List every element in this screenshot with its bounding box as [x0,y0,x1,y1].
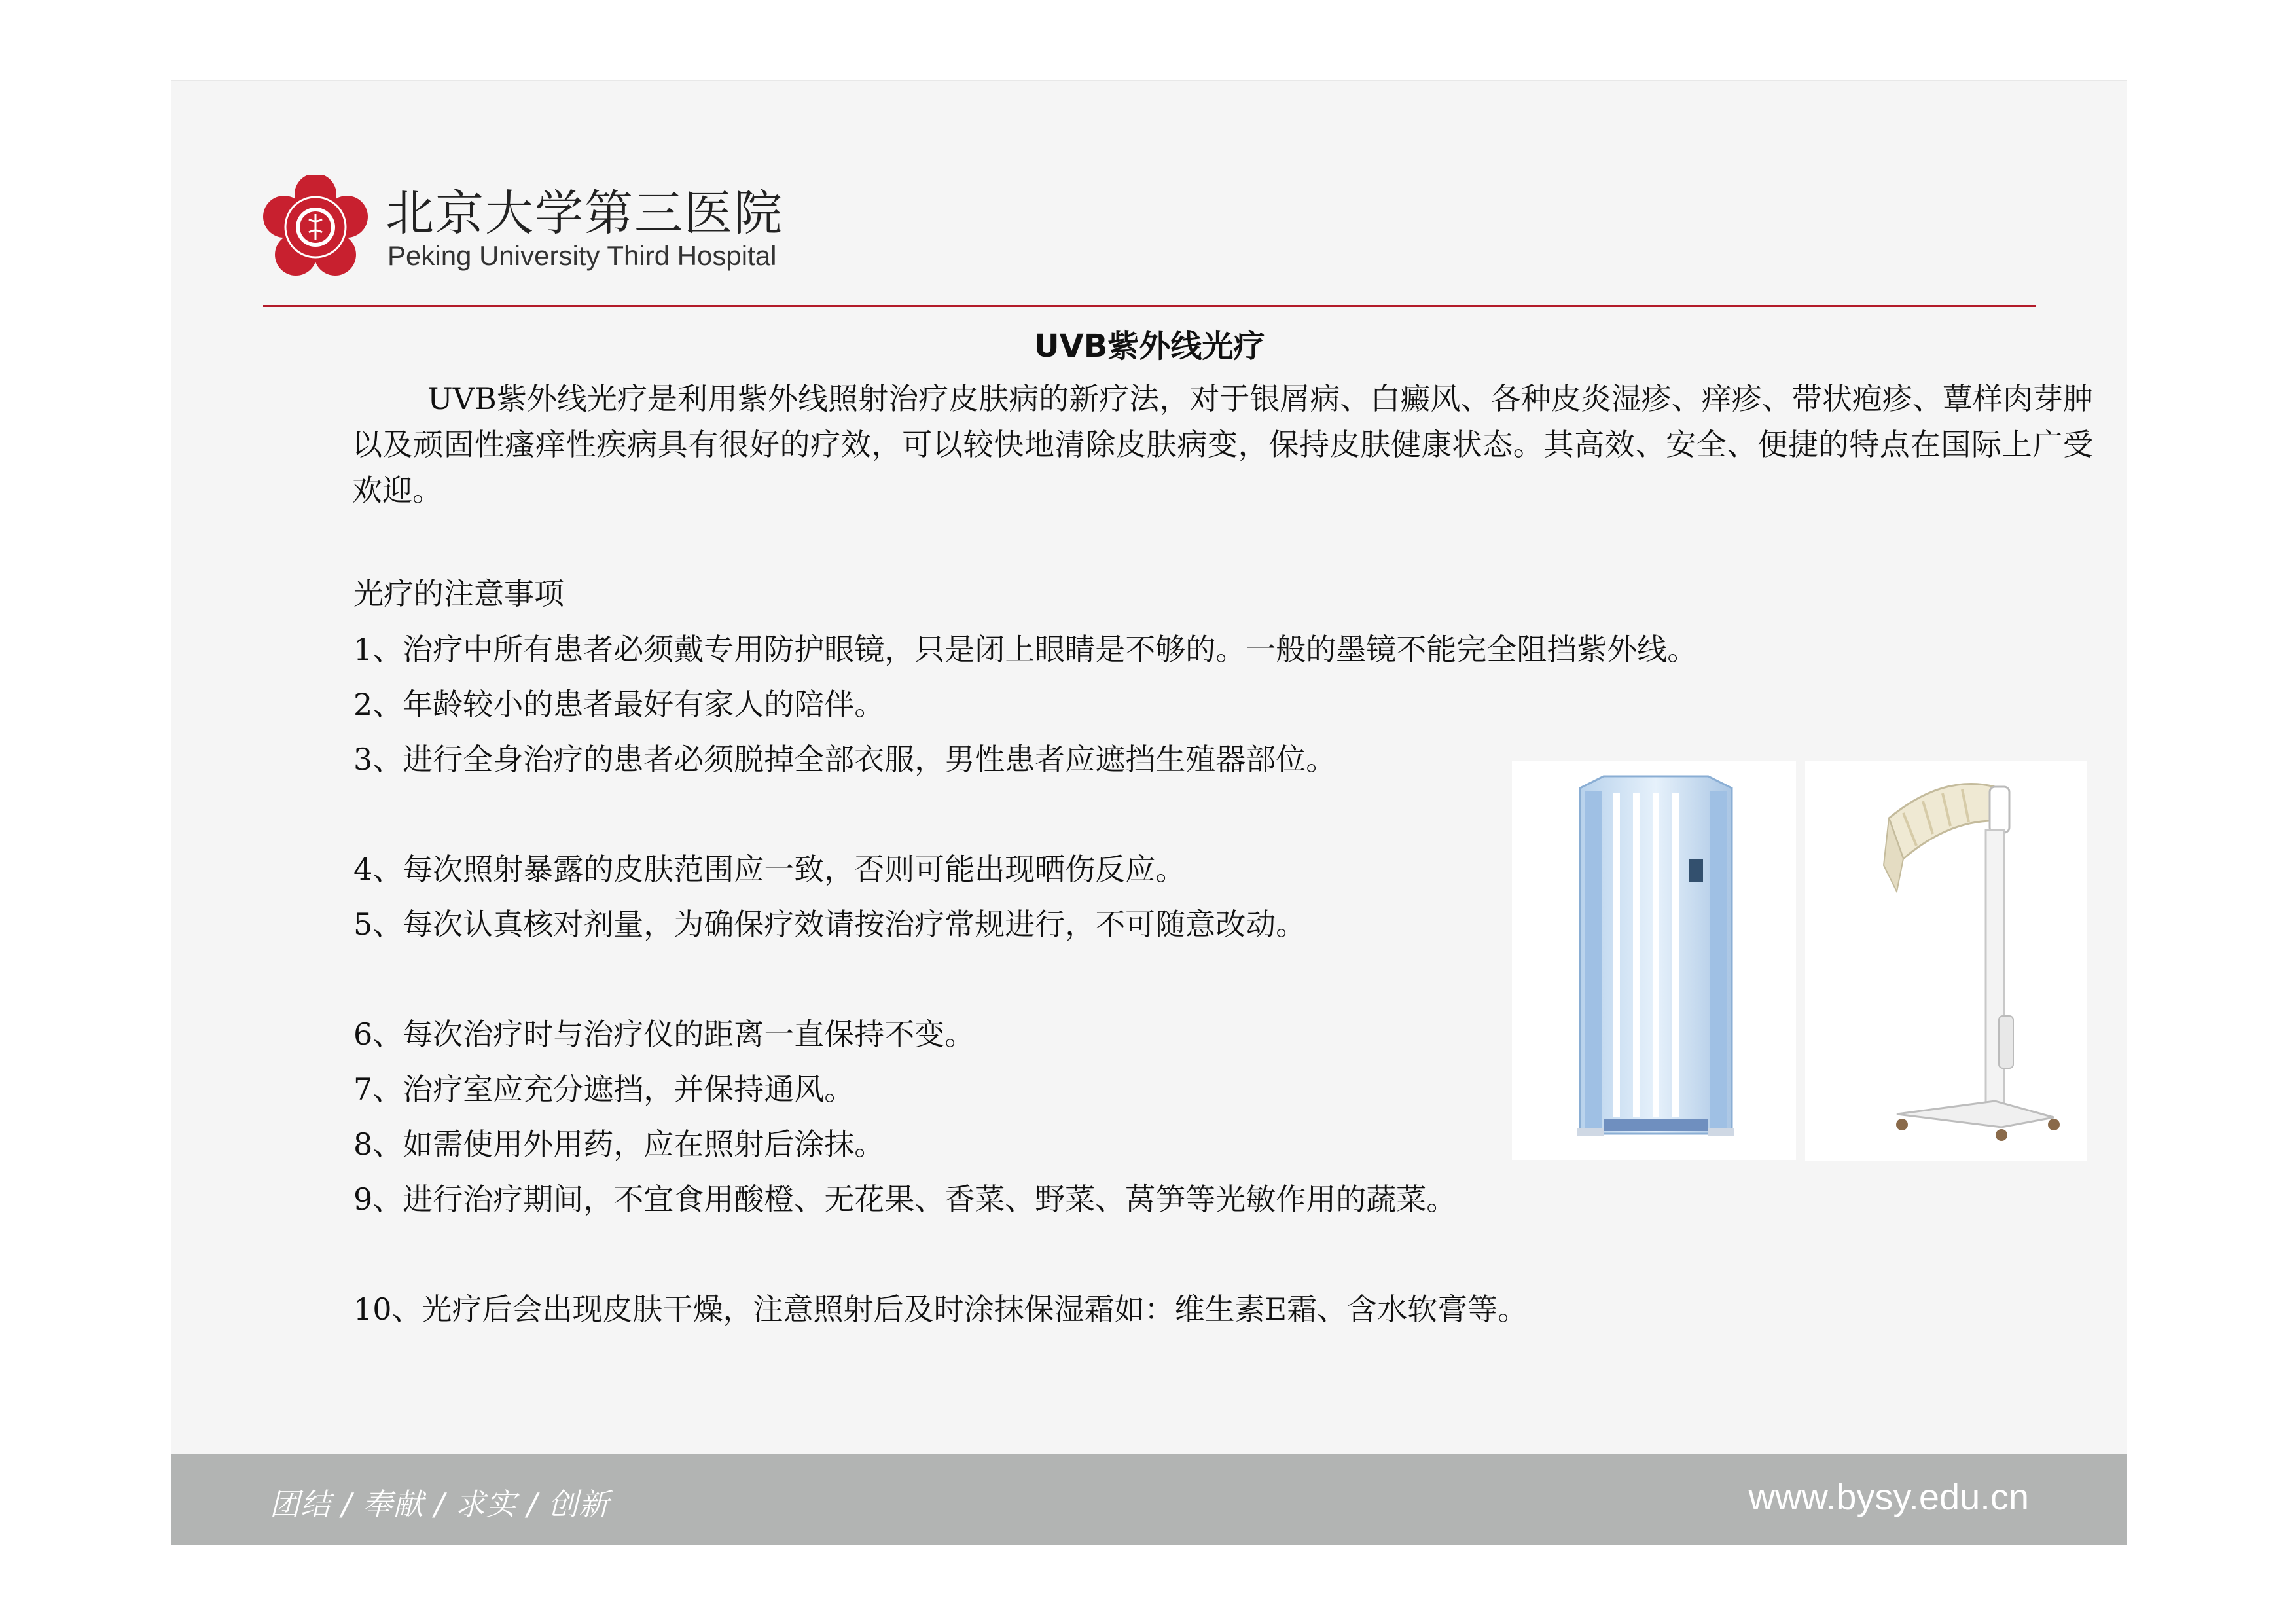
hospital-seal-icon [263,175,368,280]
footer-motto: 团结 / 奉献 / 求实 / 创新 [270,1487,610,1522]
note-item: 2、年龄较小的患者最好有家人的陪伴。 [353,687,885,722]
intro-text: UVB紫外线光疗是利用紫外线照射治疗皮肤病的新疗法，对于银屑病、白癜风、各种皮炎湿疹、痒疹、带状疱疹、蕈样肉芽肿以及顽固性瘙痒性疾病具有很好的疗效，可以较快地清除皮肤病变，保持皮肤健康状态。其高效、安全、便捷的特点在国际上广受欢迎。 [352,381,2093,508]
notes-heading: 光疗的注意事项 [353,576,564,611]
uvb-cabin-image [1512,761,1796,1160]
uvb-standing-lamp-image [1805,761,2087,1161]
note-item: 5、每次认真核对剂量，为确保疗效请按治疗常规进行，不可随意改动。 [353,907,1306,942]
intro-paragraph [352,376,2093,513]
slide [171,80,2127,1545]
note-item: 8、如需使用外用药，应在照射后涂抹。 [353,1127,885,1162]
uvb-cabin-icon [1512,761,1796,1160]
footer-bar [171,1454,2127,1545]
note-item: 6、每次治疗时与治疗仪的距离一直保持不变。 [353,1017,975,1052]
hospital-logo [263,175,833,286]
page-title: UVB紫外线光疗 [1033,328,1265,365]
note-item: 9、进行治疗期间，不宜食用酸橙、无花果、香菜、野菜、莴笋等光敏作用的蔬菜。 [353,1182,1457,1217]
footer-url[interactable]: www.bysy.edu.cn [1748,1476,2029,1517]
note-item: 3、进行全身治疗的患者必须脱掉全部衣服，男性患者应遮挡生殖器部位。 [353,742,1336,777]
hospital-name-en: Peking University Third Hospital [387,240,777,271]
note-item: 4、每次照射暴露的皮肤范围应一致，否则可能出现晒伤反应。 [353,852,1186,887]
note-item: 1、治疗中所有患者必须戴专用防护眼镜，只是闭上眼睛是不够的。一般的墨镜不能完全阻挡紫外线。 [353,632,1698,667]
uvb-lamp-icon [1805,761,2087,1161]
header-divider [263,305,2036,307]
note-item: 7、治疗室应充分遮挡，并保持通风。 [353,1072,855,1107]
note-item: 10、光疗后会出现皮肤干燥，注意照射后及时涂抹保湿霜如：维生素E霜、含水软膏等。 [353,1291,1528,1327]
hospital-name-cn: 北京大学第三医院 [386,185,783,242]
